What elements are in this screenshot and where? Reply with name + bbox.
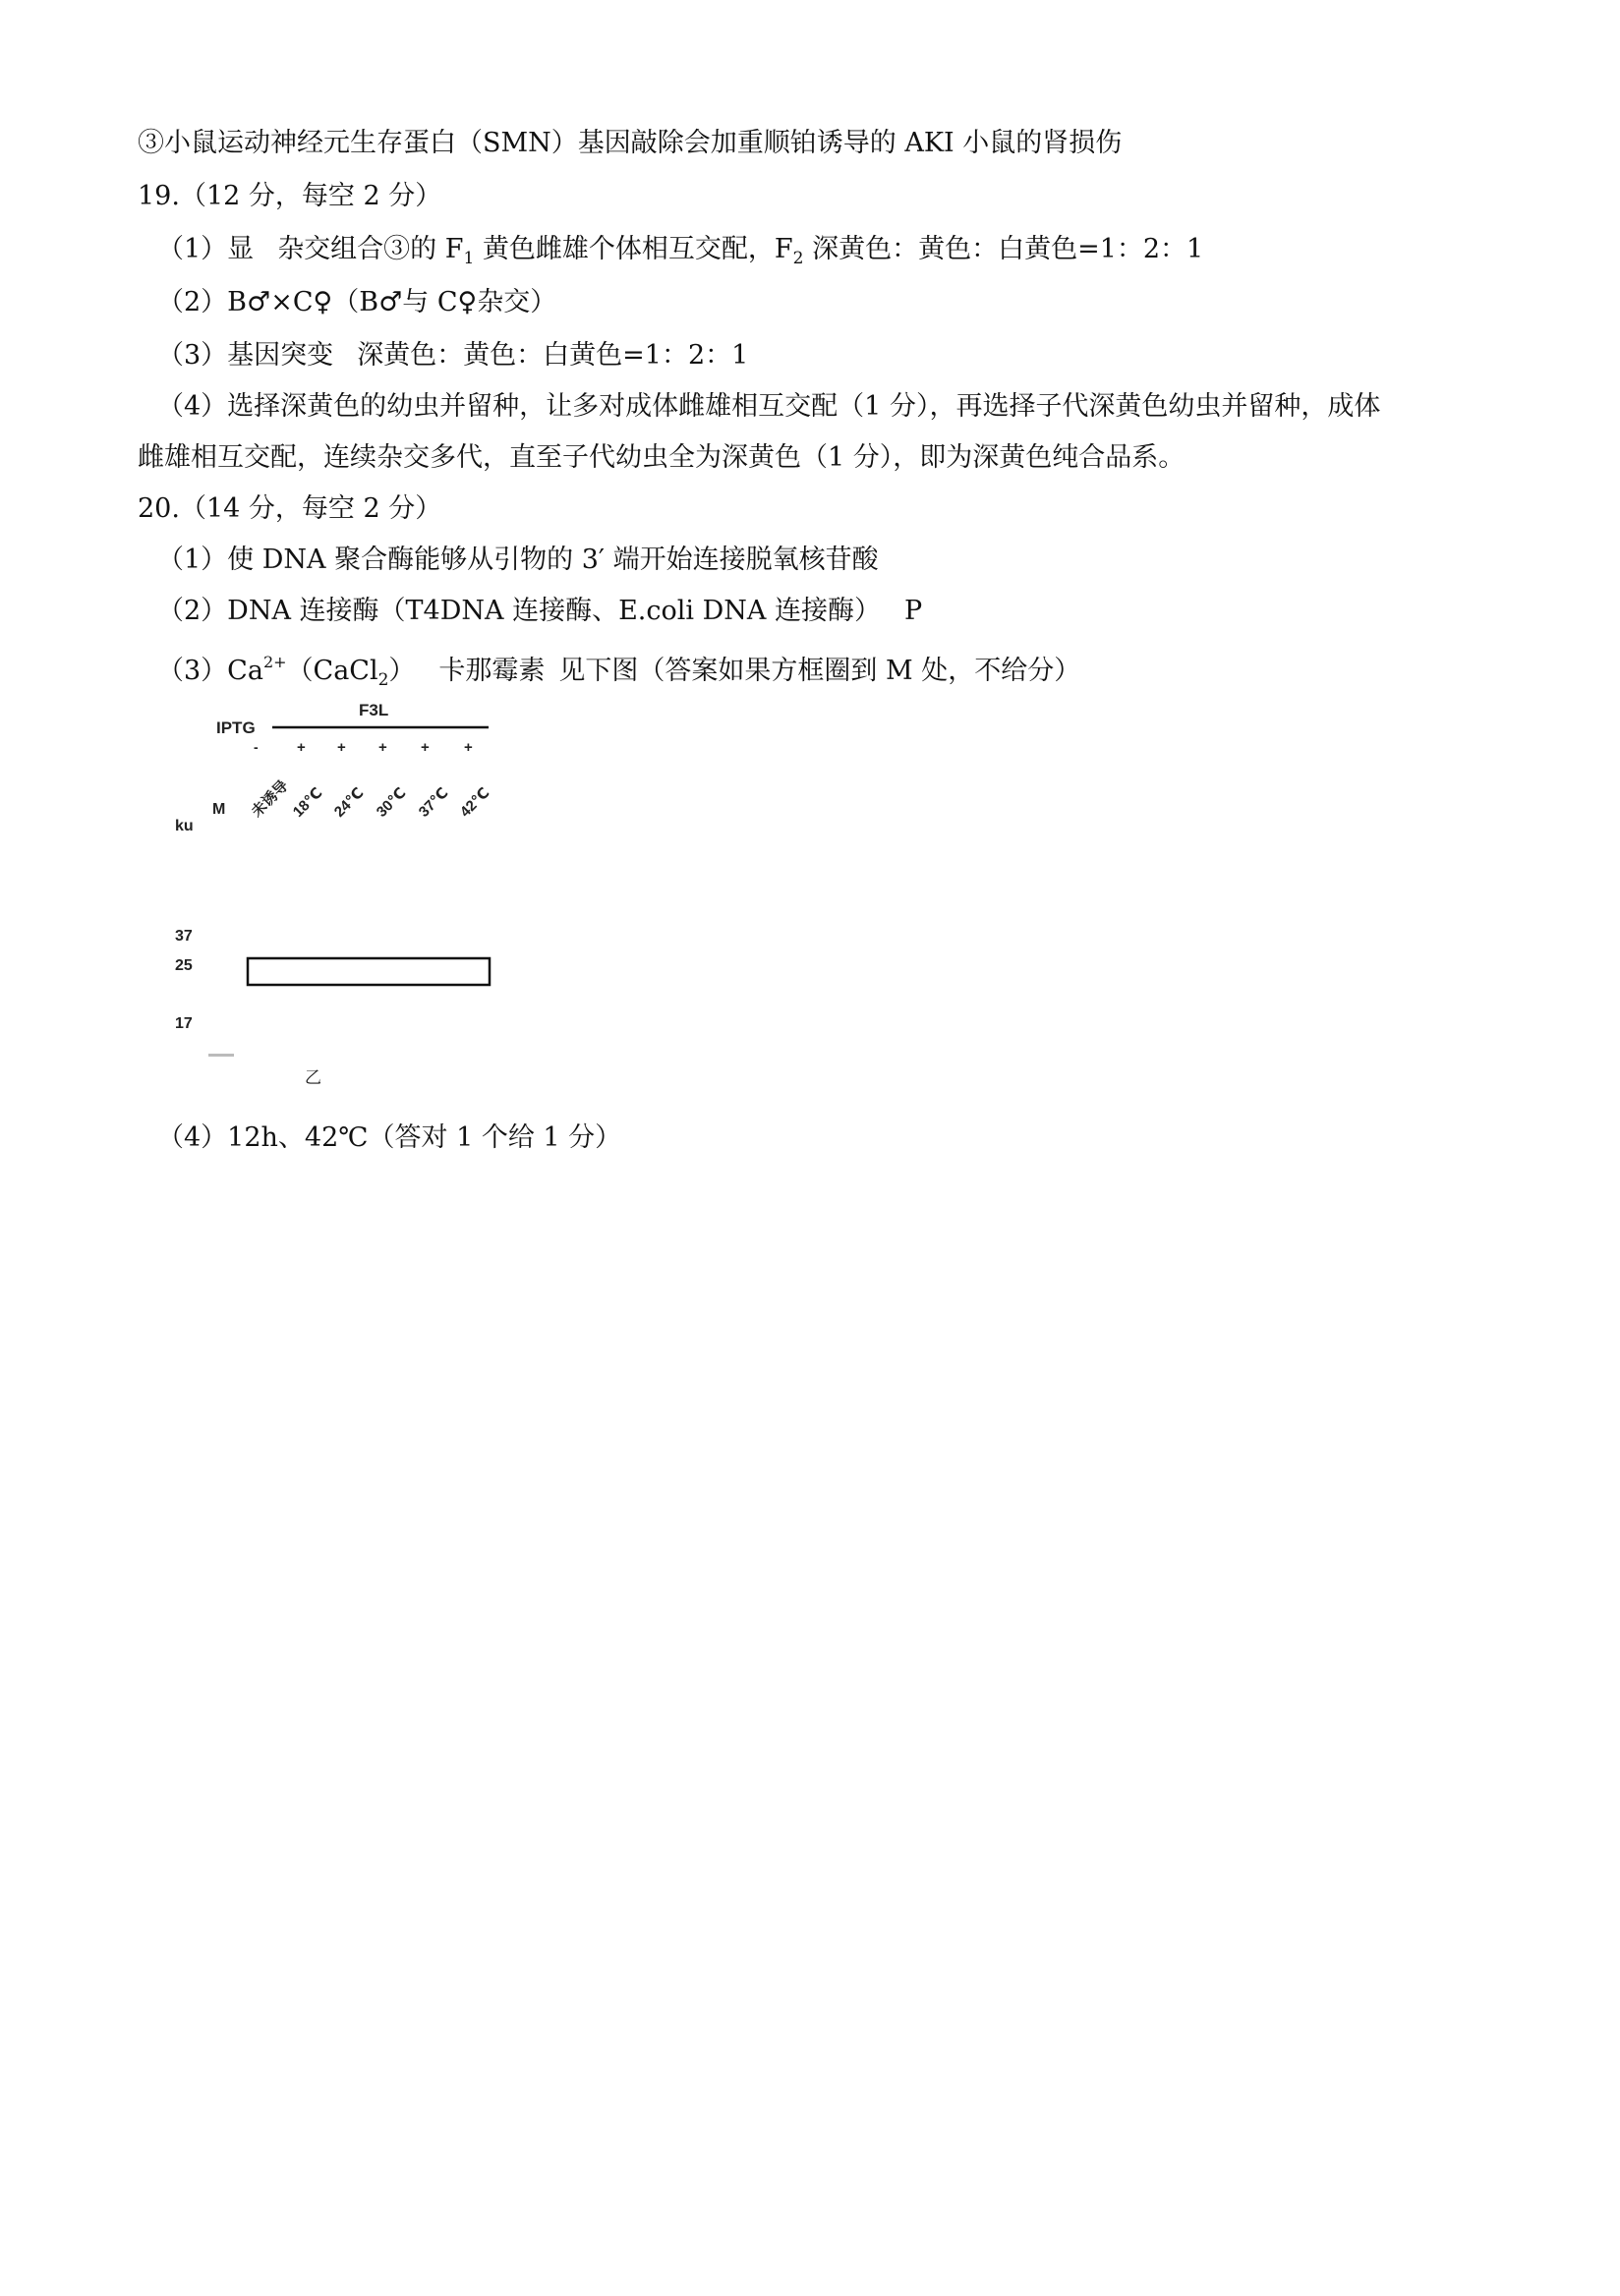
- q19-3-answer-a: （3）基因突变: [157, 340, 334, 371]
- answer-box: [248, 958, 490, 985]
- q20-item-1: （1）使 DNA 聚合酶能够从引物的 3′ 端开始连接脱氧核苷酸: [157, 545, 879, 575]
- marker-17: 17: [175, 1015, 193, 1032]
- lane-label-37c: 37℃: [415, 784, 452, 821]
- q20-3-answer-a: （3）Ca: [157, 656, 263, 686]
- q20-3-answer-b: （CaCl: [286, 656, 378, 686]
- plus-sign-1: +: [297, 739, 306, 756]
- answer-line-1: ③小鼠运动神经元生存蛋白（SMN）基因敲除会加重顺铂诱导的 AKI 小鼠的肾损伤: [138, 128, 1123, 158]
- q20-3-answer-c: ）: [388, 656, 416, 686]
- lane-label-42c: 42℃: [456, 784, 493, 821]
- q19-1-answer-b: 杂交组合③的 F: [277, 234, 464, 264]
- q20-item-4: （4）12h、42℃（答对 1 个给 1 分）: [157, 1122, 622, 1153]
- plus-sign-4: +: [421, 739, 430, 756]
- q19-item-1: [157, 232, 1203, 276]
- ku-label: ku: [175, 818, 194, 834]
- plus-sign-3: +: [378, 739, 387, 756]
- marker-25: 25: [175, 957, 193, 974]
- lane-label-24c: 24℃: [330, 784, 368, 821]
- q19-1-answer-c: 黄色雌雄个体相互交配，F: [474, 234, 793, 264]
- q19-1-answer-a: （1）显: [157, 234, 255, 264]
- plus-sign-2: +: [337, 739, 346, 756]
- marker-37: 37: [175, 928, 193, 945]
- q20-3-answer-e: 见下图（答案如果方框圈到 M 处，不给分）: [558, 656, 1081, 686]
- q20-3-superscript: 2+: [262, 653, 287, 671]
- plus-sign-5: +: [464, 739, 473, 756]
- gel-figure-svg: [167, 698, 521, 1101]
- q20-item-2: [157, 594, 922, 629]
- q19-1-subscript-1: 1: [463, 249, 475, 268]
- lane-label-30c: 30℃: [373, 784, 410, 821]
- lane-label-18c: 18℃: [289, 784, 326, 821]
- minus-sign: -: [254, 739, 259, 755]
- q20-3-answer-d: 卡那霉素: [438, 656, 546, 686]
- q19-header: 19.（12 分，每空 2 分）: [138, 181, 442, 211]
- iptg-label: IPTG: [216, 718, 256, 737]
- figure-caption: 乙: [305, 1068, 321, 1088]
- q19-1-subscript-2: 2: [792, 249, 804, 268]
- q20-2-answer-a: （2）DNA 连接酶（T4DNA 连接酶、E.coli DNA 连接酶）: [157, 596, 881, 626]
- gel-figure: [167, 698, 521, 1101]
- m-lane-label: M: [212, 801, 226, 818]
- q20-header: 20.（14 分，每空 2 分）: [138, 493, 442, 524]
- f3l-label: F3L: [359, 701, 389, 719]
- q19-item-4-line2: 雌雄相互交配，连续杂交多代，直至子代幼虫全为深黄色（1 分），即为深黄色纯合品系。: [138, 442, 1186, 473]
- q20-item-3: [157, 645, 1080, 698]
- q20-3-subscript: 2: [377, 670, 389, 690]
- q19-item-4-line1: （4）选择深黄色的幼虫并留种，让多对成体雌雄相互交配（1 分），再选择子代深黄色幼虫并留种，成体: [157, 391, 1381, 422]
- q19-3-answer-b: 深黄色：黄色：白黄色=1：2：1: [357, 340, 749, 371]
- q19-item-3: [157, 338, 748, 373]
- lane-label-uninduced: 未诱导: [248, 776, 292, 821]
- q19-item-2: （2）B♂×C♀（B♂与 C♀杂交）: [157, 287, 557, 317]
- q20-2-answer-b: P: [903, 596, 923, 626]
- q19-1-answer-d: 深黄色：黄色：白黄色=1：2：1: [803, 234, 1204, 264]
- marker-smudge: [208, 1054, 234, 1057]
